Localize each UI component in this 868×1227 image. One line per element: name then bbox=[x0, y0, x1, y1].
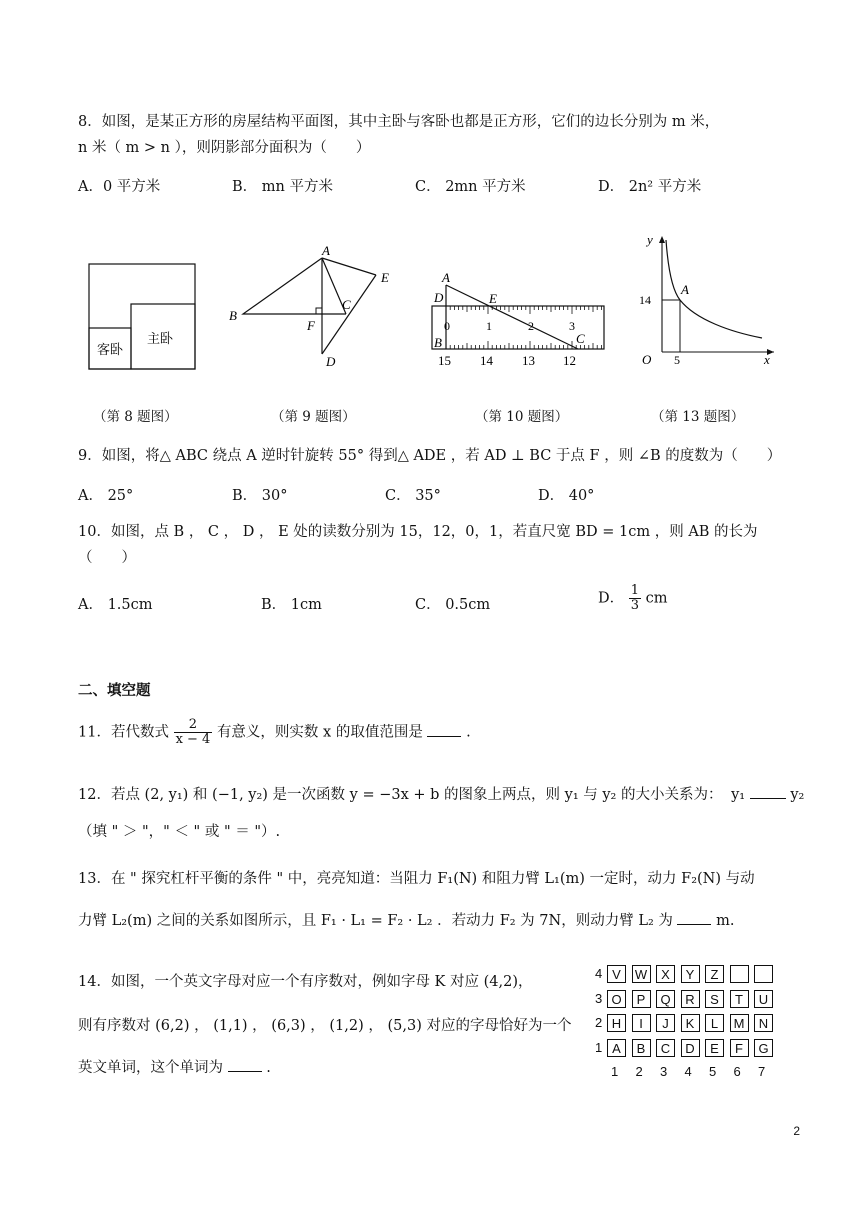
grid-cell bbox=[754, 965, 773, 983]
q8-line1: 8．如图，是某正方形的房屋结构平面图，其中主卧与客卧也都是正方形，它们的边长分别为 m 米， bbox=[78, 114, 720, 130]
grid-col-label: 1 bbox=[611, 1064, 619, 1079]
fig9-triangles bbox=[224, 242, 399, 372]
q10-option-d bbox=[598, 584, 668, 613]
grid-cell: C bbox=[656, 1039, 675, 1057]
fig10-bottom-tick-15: 15 bbox=[438, 353, 451, 368]
fig10-label-c: C bbox=[576, 331, 585, 346]
grid-cell: E bbox=[705, 1039, 724, 1057]
fig10-ruler bbox=[428, 268, 610, 372]
q14-answer-blank[interactable] bbox=[228, 1071, 262, 1072]
fig8-label-guest: 客卧 bbox=[97, 342, 124, 357]
fig10-top-tick-1: 1 bbox=[486, 319, 492, 333]
q12-text: 12．若点 (2, y₁) 和 (−1, y₂) 是一次函数 y = −3x + b 的图象上两点，则 y₁ 与 y₂ 的大小关系为： bbox=[78, 787, 723, 803]
grid-cell: N bbox=[754, 1014, 773, 1032]
q13-line1: 13．在 " 探究杠杆平衡的条件 " 中，亮亮知道：当阻力 F₁(N) 和阻力臂 L₁(m) 一定时，动力 F₂(N) 与动 bbox=[78, 871, 755, 887]
q9-text: 9．如图，将△ ABC 绕点 A 逆时针旋转 55° 得到△ ADE ，若 AD ⊥ BC 于点 F ，则 ∠B 的度数为（ ） bbox=[78, 448, 782, 464]
grid-cell: K bbox=[681, 1014, 700, 1032]
q11-pre: 11．若代数式 bbox=[78, 724, 169, 741]
fig13-ytick: 14 bbox=[639, 293, 651, 307]
fig10-label-a: A bbox=[442, 270, 450, 285]
grid-cell: G bbox=[754, 1039, 773, 1057]
fig13-inverse-graph bbox=[636, 228, 782, 370]
q12-y1: y₁ bbox=[731, 787, 746, 803]
q11-answer-blank[interactable] bbox=[427, 736, 461, 737]
q10-option-d-num: 1 bbox=[630, 583, 640, 598]
fig13-caption: （第 13 题图） bbox=[651, 409, 745, 425]
fig10-top-tick-3: 3 bbox=[569, 319, 575, 333]
fig9-label-b: B bbox=[229, 308, 237, 323]
grid-cell: X bbox=[656, 965, 675, 983]
q14-line2: 则有序数对 (6,2) ， (1,1) ， (6,3) ， (1,2) ， (5,3) 对应的字母恰好为一个 bbox=[78, 1018, 572, 1034]
q13-answer-blank[interactable] bbox=[677, 924, 711, 925]
grid-cell bbox=[730, 965, 749, 983]
q8-line2: n 米（ m > n ），则阴影部分面积为（ ） bbox=[78, 140, 371, 156]
q8-option-b: B． mn 平方米 bbox=[232, 179, 333, 195]
q10-option-c: C． 0.5cm bbox=[415, 597, 491, 613]
grid-cell: H bbox=[607, 1014, 626, 1032]
grid-cell: P bbox=[632, 990, 651, 1008]
fig9-label-a: A bbox=[322, 243, 330, 258]
page-number: 2 bbox=[793, 1124, 800, 1138]
q9-option-b: B． 30° bbox=[232, 488, 288, 504]
q11-num: 2 bbox=[174, 718, 213, 733]
q12-line2: （填 " ＞ "，" ＜ " 或 " ＝ "）. bbox=[78, 824, 281, 840]
grid-cell: O bbox=[607, 990, 626, 1008]
q9-option-a: A． 25° bbox=[78, 488, 134, 504]
fig9-label-d: D bbox=[326, 354, 336, 369]
q11-end: . bbox=[466, 724, 471, 741]
grid-cell: Z bbox=[705, 965, 724, 983]
grid-cell: S bbox=[705, 990, 724, 1008]
section-heading: 二、填空题 bbox=[78, 683, 151, 699]
fig10-label-e: E bbox=[489, 291, 497, 306]
fig10-top-tick-2: 2 bbox=[528, 319, 534, 333]
grid-cell: L bbox=[705, 1014, 724, 1032]
grid-cell: B bbox=[632, 1039, 651, 1057]
fig13-xtick: 5 bbox=[674, 353, 680, 367]
fig10-caption: （第 10 题图） bbox=[475, 409, 569, 425]
grid-cell: J bbox=[656, 1014, 675, 1032]
grid-row-label: 4 bbox=[595, 966, 603, 981]
fig9-label-c: C bbox=[342, 297, 351, 312]
fig10-top-tick-0: 0 bbox=[444, 319, 450, 333]
q11-line bbox=[78, 718, 471, 747]
q14-line3: 英文单词，这个单词为 bbox=[78, 1060, 223, 1076]
grid-row-label: 2 bbox=[595, 1015, 603, 1030]
grid-cell: R bbox=[681, 990, 700, 1008]
q11-fraction bbox=[174, 718, 213, 747]
grid-cell: T bbox=[730, 990, 749, 1008]
grid-col-label: 6 bbox=[733, 1064, 741, 1079]
grid-cell: Q bbox=[656, 990, 675, 1008]
q14-line3-wrap bbox=[78, 1056, 271, 1077]
fig10-label-d: D bbox=[434, 290, 444, 305]
q13-line2: 力臂 L₂(m) 之间的关系如图所示，且 F₁ · L₁ = F₂ · L₂ ．若动力 F₂ 为 7N，则动力臂 L₂ 为 bbox=[78, 913, 673, 929]
grid-cell: M bbox=[730, 1014, 749, 1032]
fig8-floorplan bbox=[88, 262, 198, 372]
grid-row-label: 1 bbox=[595, 1039, 603, 1055]
fig13-label-x: x bbox=[764, 352, 770, 367]
q13-line2-wrap bbox=[78, 909, 734, 930]
q14-end: . bbox=[266, 1060, 271, 1076]
fig9-caption: （第 9 题图） bbox=[271, 409, 356, 425]
fig9-label-f: F bbox=[307, 318, 315, 333]
fig8-caption: （第 8 题图） bbox=[93, 409, 178, 425]
q10-option-b: B． 1cm bbox=[261, 597, 322, 613]
fig13-label-a: A bbox=[681, 282, 689, 297]
fig10-bottom-tick-12: 12 bbox=[563, 353, 576, 368]
grid-col-label: 2 bbox=[635, 1064, 643, 1079]
grid-col-label: 7 bbox=[758, 1064, 766, 1079]
q11-den: x − 4 bbox=[175, 732, 211, 747]
fig10-bottom-tick-13: 13 bbox=[522, 353, 535, 368]
grid-col-label: 3 bbox=[660, 1064, 668, 1079]
q12-y2: y₂ bbox=[790, 787, 805, 803]
q10-line1: 10．如图，点 B ， C ， D ， E 处的读数分别为 15，12，0，1，若直尺宽 BD = 1cm ，则 AB 的长为 bbox=[78, 524, 758, 540]
grid-col-label: 5 bbox=[709, 1064, 717, 1079]
q11-post: 有意义，则实数 x 的取值范围是 bbox=[216, 724, 423, 741]
grid-col-label: 4 bbox=[684, 1064, 692, 1079]
q13-end: m. bbox=[716, 913, 735, 929]
fig9-triangle-abc bbox=[243, 258, 346, 314]
fig9-side-ae bbox=[322, 258, 376, 275]
q10-option-d-fraction bbox=[629, 584, 641, 613]
fig8-label-master: 主卧 bbox=[147, 331, 174, 346]
fig9-label-e: E bbox=[381, 270, 389, 285]
q9-option-d: D． 40° bbox=[538, 488, 595, 504]
fig13-label-o: O bbox=[642, 352, 652, 367]
grid-cell: V bbox=[607, 965, 626, 983]
q10-option-d-den: 3 bbox=[630, 598, 640, 613]
q8-option-a: A．0 平方米 bbox=[78, 179, 161, 195]
fig9-right-angle bbox=[316, 308, 322, 314]
q10-option-a: A． 1.5cm bbox=[78, 597, 153, 613]
q12-line1 bbox=[78, 783, 804, 804]
q14-line1: 14．如图，一个英文字母对应一个有序数对，例如字母 K 对应 (4,2)， bbox=[78, 974, 533, 990]
q12-answer-blank[interactable] bbox=[750, 798, 786, 799]
grid-cell: I bbox=[632, 1014, 651, 1032]
q10-line2: （ ） bbox=[78, 550, 136, 566]
grid-row-label: 3 bbox=[595, 990, 603, 1006]
q8-option-d: D． 2n² 平方米 bbox=[598, 179, 702, 195]
fig10-label-b: B bbox=[434, 335, 442, 350]
fig13-label-y: y bbox=[647, 232, 653, 247]
grid-cell: F bbox=[730, 1039, 749, 1057]
q9-option-c: C． 35° bbox=[385, 488, 441, 504]
grid-cell: A bbox=[607, 1039, 626, 1057]
fig10-bottom-tick-14: 14 bbox=[480, 353, 493, 368]
grid-cell: Y bbox=[681, 965, 700, 983]
fig13-y-arrow bbox=[659, 236, 665, 243]
q10-option-d-prefix: D． bbox=[598, 590, 625, 607]
q10-option-d-unit: cm bbox=[645, 590, 668, 607]
grid-cell: W bbox=[632, 965, 651, 983]
q8-option-c: C． 2mn 平方米 bbox=[415, 179, 526, 195]
grid-cell: D bbox=[681, 1039, 700, 1057]
grid-cell: U bbox=[754, 990, 773, 1008]
fig10-side-ac bbox=[446, 285, 578, 349]
